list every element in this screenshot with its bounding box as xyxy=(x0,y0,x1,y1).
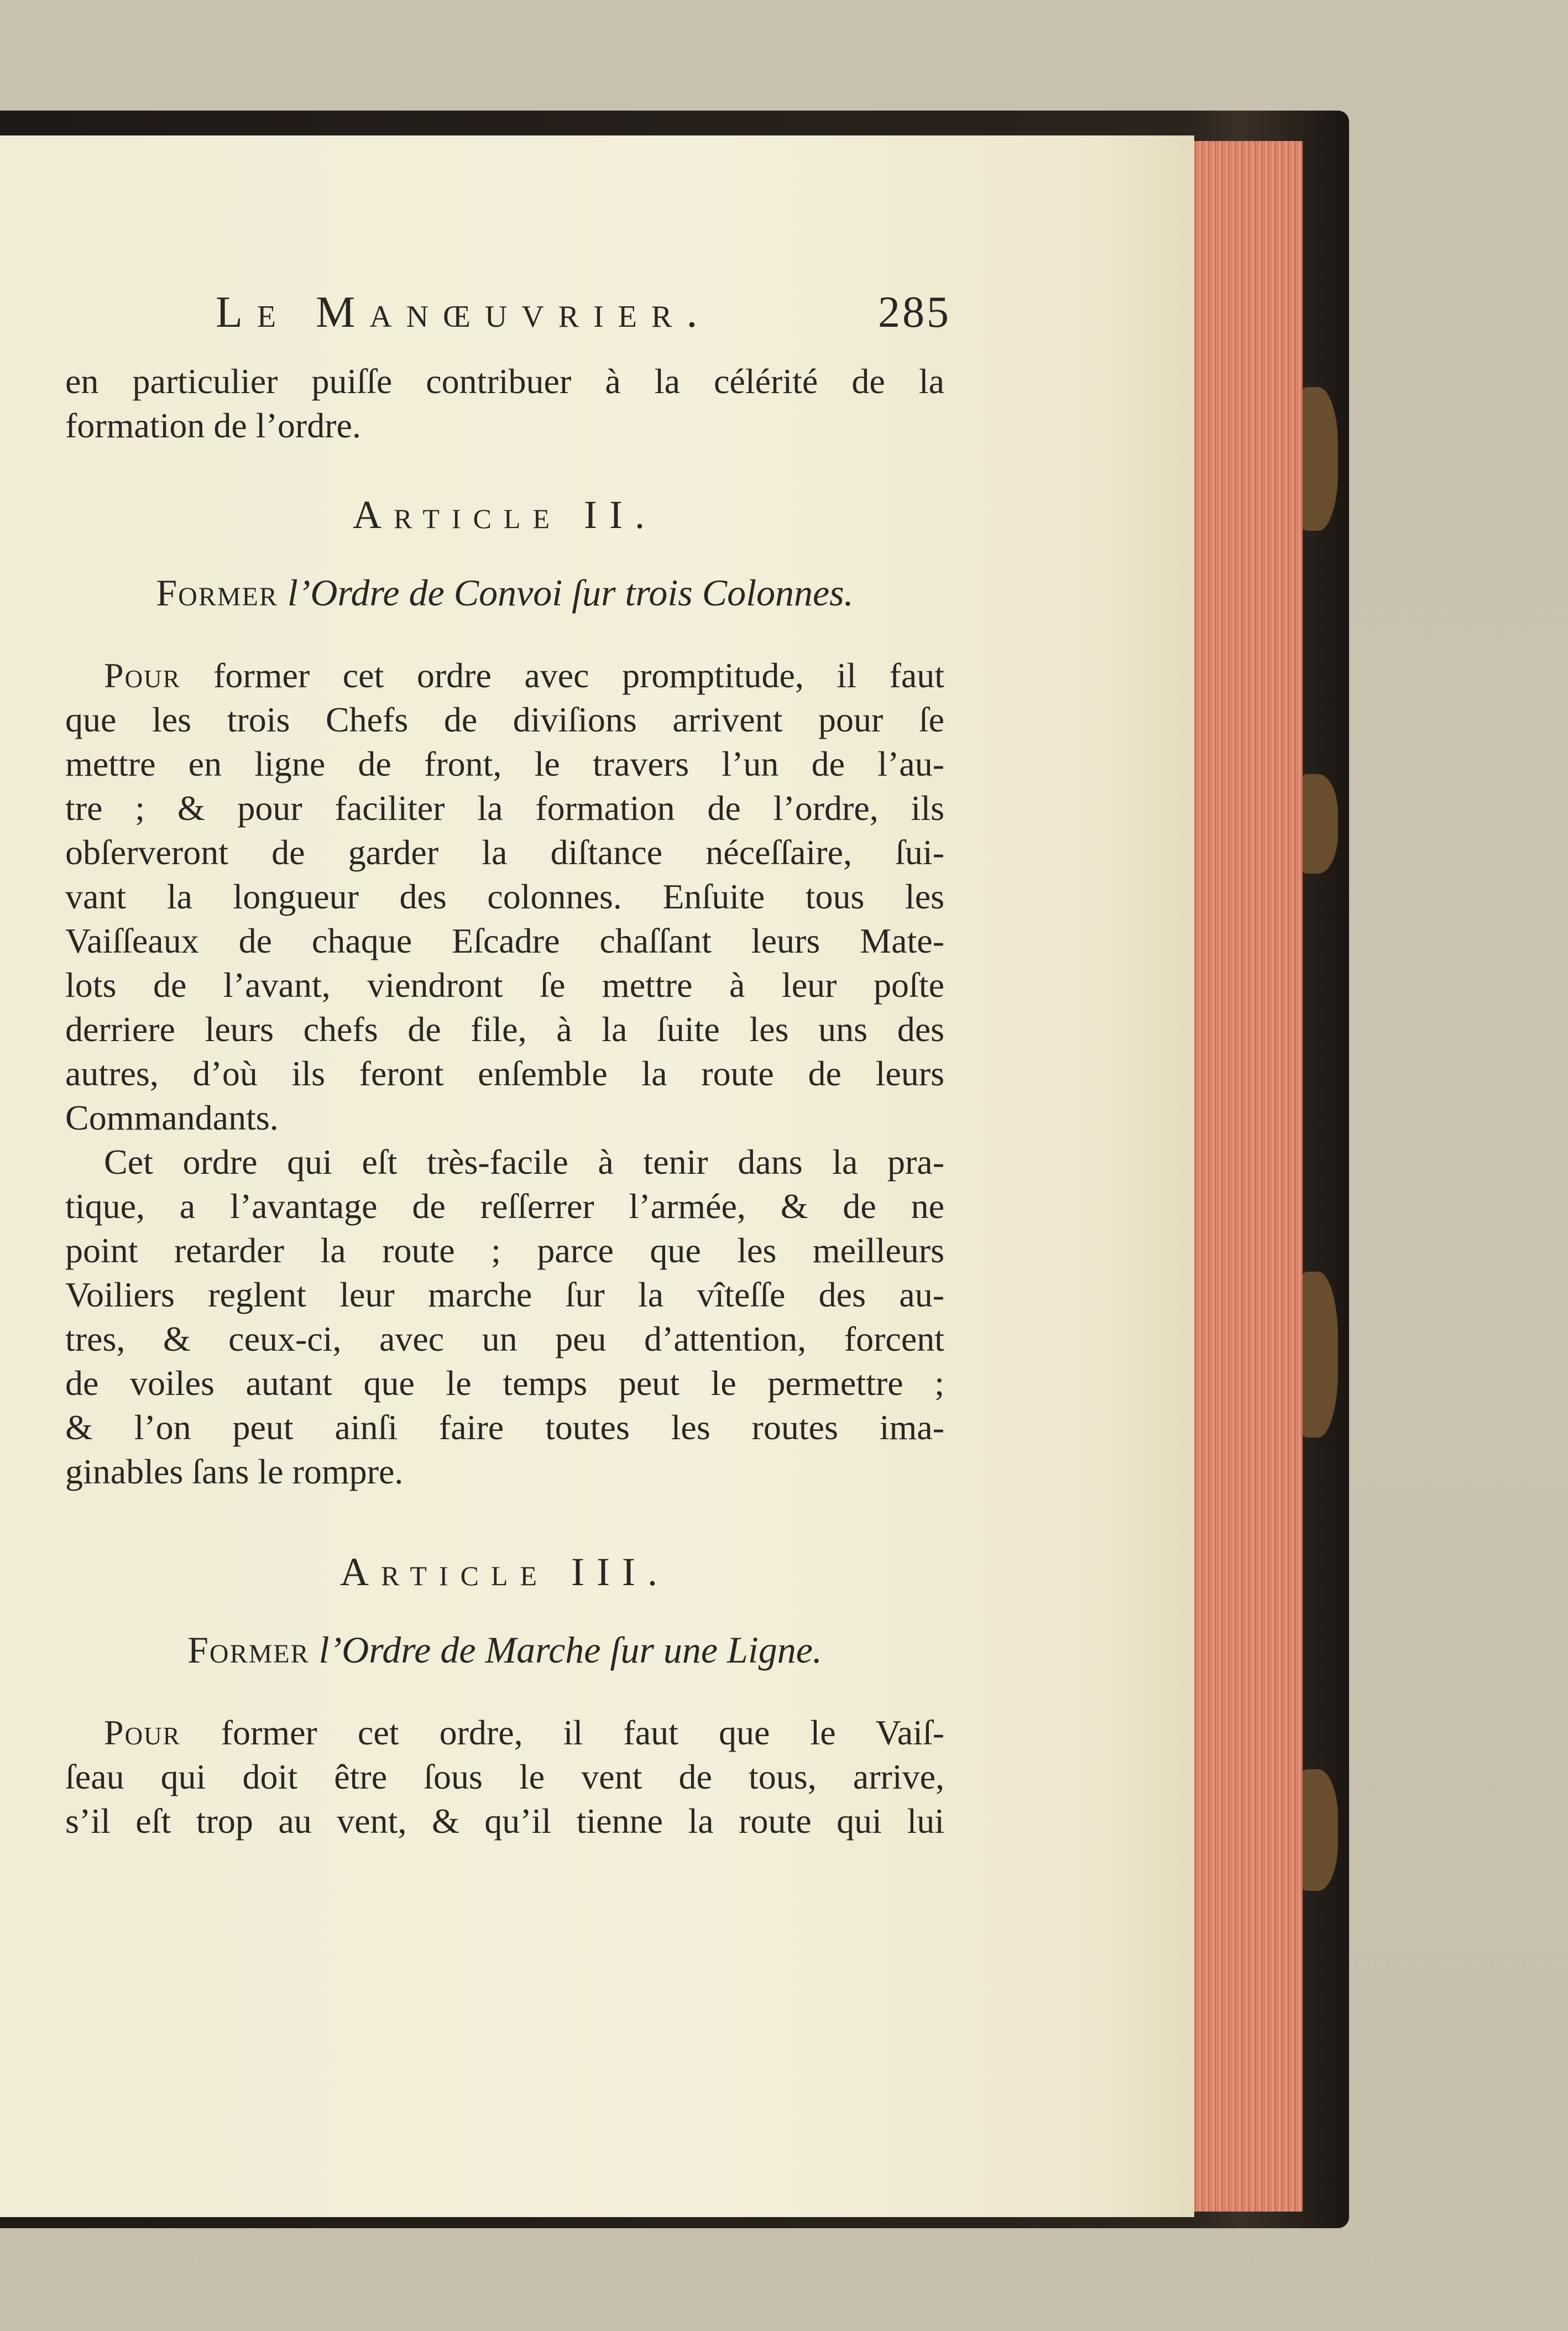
text-line: Commandants. xyxy=(65,1098,279,1137)
article-3-subheading xyxy=(65,1628,944,1672)
paragraph-lead: Pour xyxy=(104,656,181,695)
paragraph-lead: Pour xyxy=(104,1713,181,1752)
text-line: Cet ordre qui eſt très-facile à tenir dans la pra- xyxy=(104,1142,944,1182)
subheading-lead: Former xyxy=(156,572,278,614)
text-line: obſerveront de garder la diſtance néceſſaire, ſui- xyxy=(65,833,944,872)
text-block xyxy=(65,359,944,1843)
text-line: Voiliers reglent leur marche ſur la vîteſſe des au- xyxy=(65,1275,944,1314)
running-head-title: Le Manœuvrier. xyxy=(216,288,712,337)
running-head xyxy=(216,288,951,348)
text-line: en particulier puiſſe contribuer à la célérité de la xyxy=(65,362,944,401)
text-line: que les trois Chefs de diviſions arrivent pour ſe xyxy=(65,700,944,739)
text-line: derriere leurs chefs de file, à la ſuite les uns des xyxy=(65,1010,944,1049)
text-line: mettre en ligne de front, le travers l’un de l’au- xyxy=(65,744,944,783)
text-line: Vaiſſeaux de chaque Eſcadre chaſſant leurs Mate- xyxy=(65,921,944,960)
text-line: point retarder la route ; parce que les meilleurs xyxy=(65,1231,944,1270)
page-number: 285 xyxy=(878,288,951,337)
continuation-paragraph xyxy=(65,359,944,448)
text-line: s’il eſt trop au vent, & qu’il tienne la route qui lui xyxy=(65,1801,944,1841)
subheading-rest: l’Ordre de Marche ſur une Ligne. xyxy=(309,1629,822,1671)
article-3-paragraph-1 xyxy=(65,1711,944,1843)
text-line: formation de l’ordre. xyxy=(65,406,361,445)
text-line: vant la longueur des colonnes. Enſuite tous les xyxy=(65,877,944,916)
text-line: & l’on peut ainſi faire toutes les routes ima- xyxy=(65,1408,944,1447)
article-2-paragraph-1 xyxy=(65,654,944,1140)
gilt-page-edge xyxy=(1189,141,1303,2212)
text-line: ginables ſans le rompre. xyxy=(65,1452,404,1491)
text-line: tre ; & pour faciliter la formation de l’ordre, ils xyxy=(65,788,944,828)
text-line: de voiles autant que le temps peut le permettre ; xyxy=(65,1363,944,1403)
article-3-heading: Article III. xyxy=(340,1550,670,1594)
article-2-heading: Article II. xyxy=(353,493,657,537)
text-line: tres, & ceux-ci, avec un peu d’attention, forcent xyxy=(65,1319,944,1358)
text-line: lots de l’avant, viendront ſe mettre à leur poſte xyxy=(65,965,944,1005)
text-line: ſeau qui doit être ſous le vent de tous, arrive, xyxy=(65,1757,944,1796)
text-line: tique, a l’avantage de reſſerrer l’armée, & de ne xyxy=(65,1187,944,1226)
text-line: autres, d’où ils feront enſemble la route de leurs xyxy=(65,1054,944,1093)
text-line: Pour former cet ordre avec promptitude, il faut xyxy=(104,656,944,695)
subheading-lead: Former xyxy=(187,1629,310,1671)
text-line: Pour former cet ordre, il faut que le Vaiſ- xyxy=(104,1713,944,1752)
subheading-rest: l’Ordre de Convoi ſur trois Colonnes. xyxy=(278,572,854,614)
article-2-paragraph-2 xyxy=(65,1140,944,1494)
article-2-subheading xyxy=(65,571,944,615)
